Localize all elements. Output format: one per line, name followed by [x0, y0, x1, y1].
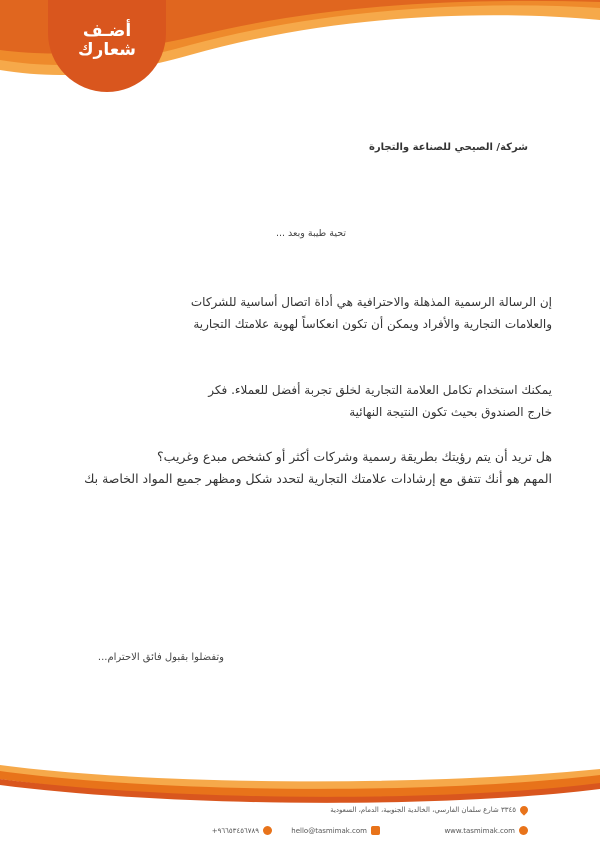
logo-line-2: شعارك: [77, 40, 137, 60]
address-text: ٣٣٤٥ شارع سلمان الفارسي، الخالدية الجنوبية، الدمام، السعودية: [330, 806, 516, 814]
paragraph-3: [32, 446, 552, 490]
paragraph-1-line-1: إن الرسالة الرسمية المذهلة والاحترافية هي أداة اتصال أساسية للشركات: [190, 295, 552, 309]
paragraph-2-line-2: خارج الصندوق بحيث تكون النتيجة النهائية: [349, 405, 552, 419]
closing-line: وتفضلوا بقبول فائق الاحترام...: [97, 652, 224, 663]
phone-icon: [263, 826, 272, 835]
paragraph-1-line-2: والعلامات التجارية والأفراد ويمكن أن تكون انعكاساً لهوية علامتك التجارية: [193, 317, 552, 331]
greeting-line: تحية طيبة وبعد ...: [275, 228, 346, 239]
footer-address: [330, 806, 528, 814]
paragraph-3-line-1: هل تريد أن يتم رؤيتك بطريقة رسمية وشركات أكثر أو كشخص مبدع وغريب؟: [157, 449, 552, 464]
logo-line-1: أضـف: [82, 21, 132, 41]
logo-placeholder[interactable]: [48, 22, 166, 60]
recipient-line: شركة/ الصيحي للصناعة والتجارة: [369, 142, 528, 153]
mail-icon: [371, 826, 380, 835]
paragraph-1: [32, 291, 552, 335]
website-text: www.tasmimak.com: [444, 826, 515, 835]
location-pin-icon: [518, 804, 529, 815]
globe-icon: [519, 826, 528, 835]
paragraph-3-line-2: المهم هو أنك تتفق مع إرشادات علامتك التجارية لتحدد شكل ومظهر جميع المواد الخاصة بك: [84, 471, 552, 486]
phone-link[interactable]: [212, 826, 272, 835]
footer-contacts: [60, 826, 528, 840]
email-link[interactable]: [291, 826, 380, 835]
paragraph-2-line-1: يمكنك استخدام تكامل العلامة التجارية لخلق تجربة أفضل للعملاء. فكر: [208, 383, 552, 397]
phone-text: +٩٦٦٥٣٤٥٦٧٨٩: [211, 826, 259, 835]
website-link[interactable]: [444, 826, 528, 835]
paragraph-2: [32, 379, 552, 423]
email-text: hello@tasmimak.com: [291, 826, 367, 835]
